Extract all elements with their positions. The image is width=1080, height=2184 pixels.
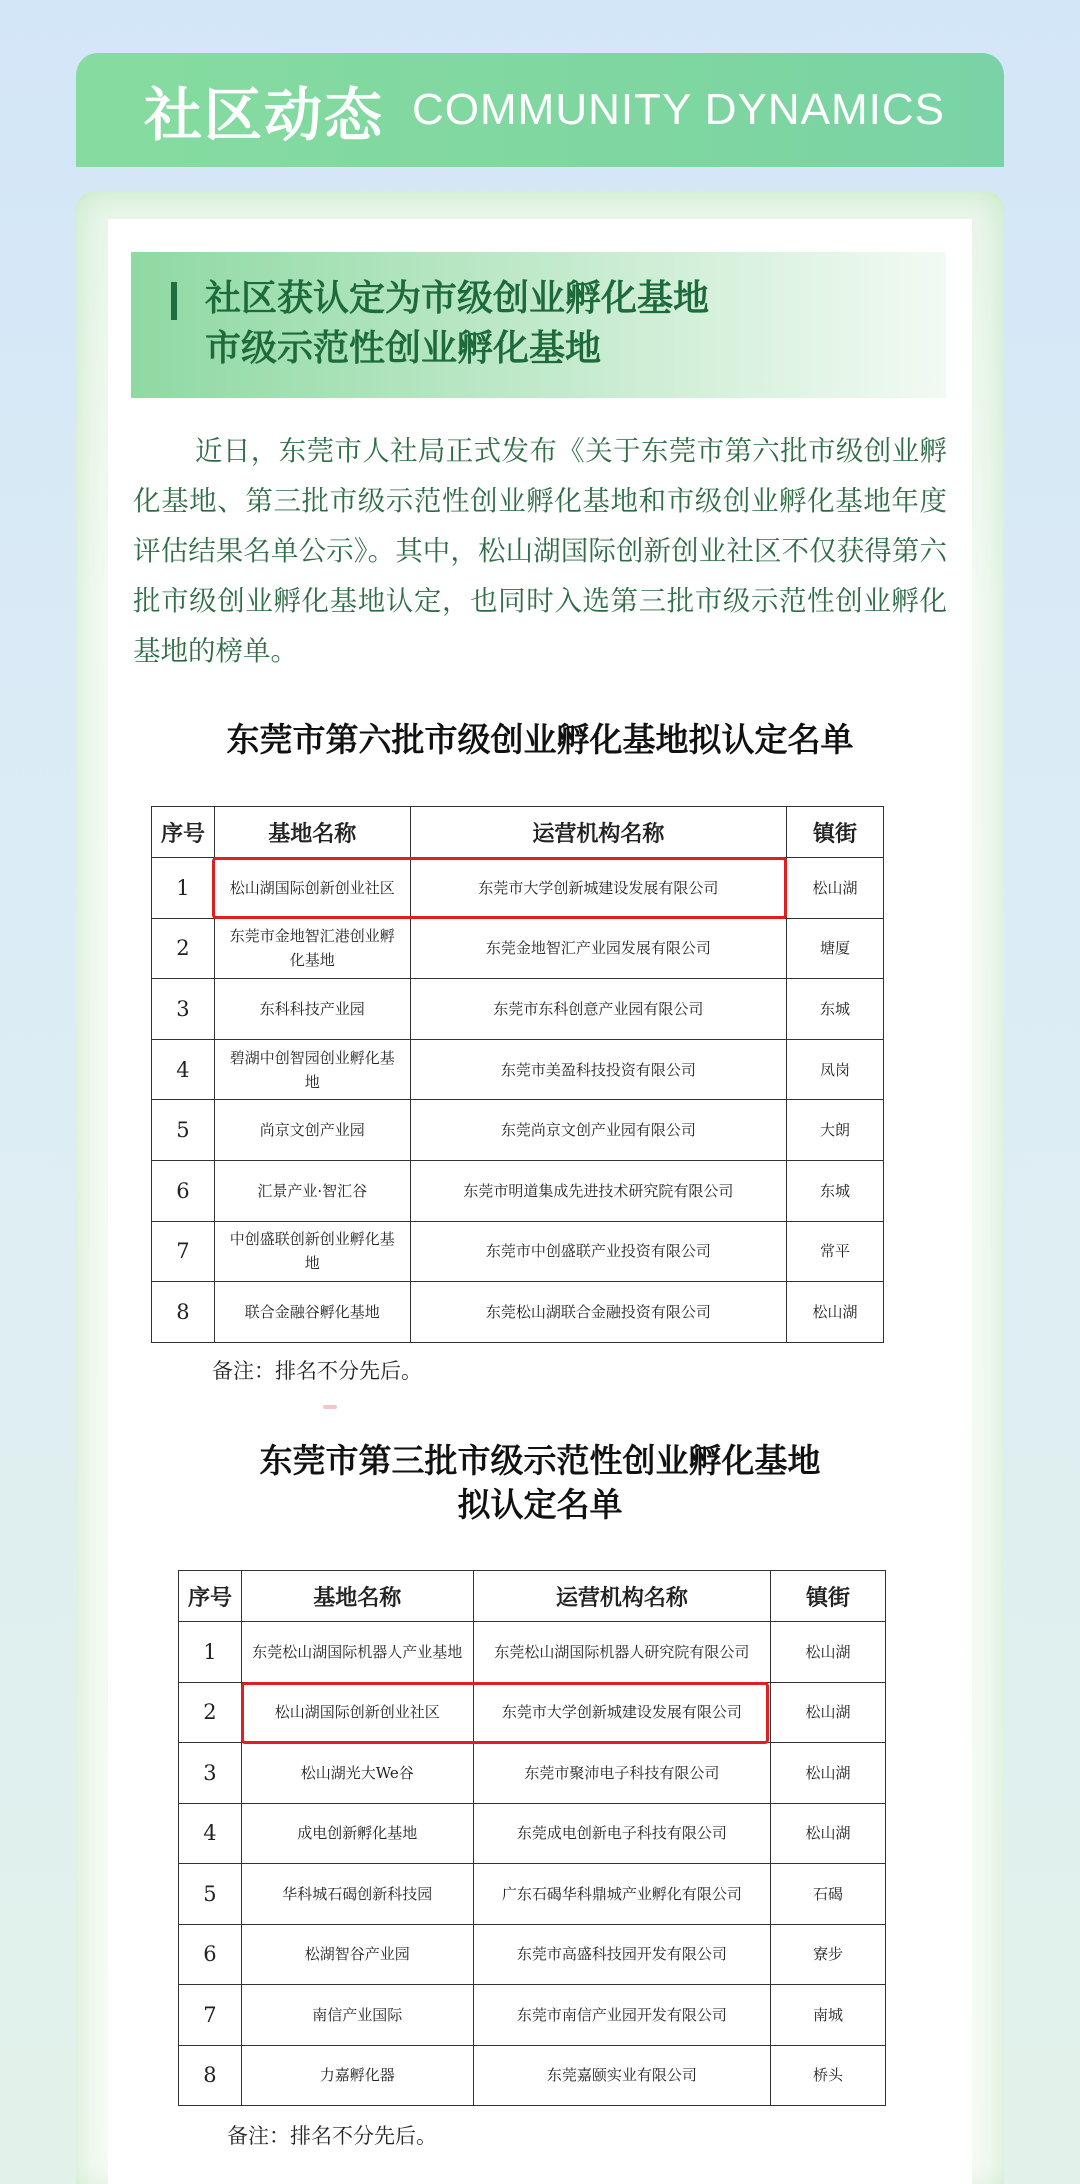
table2-header-operator: 运营机构名称 <box>473 1571 771 1622</box>
table1-operator-cell: 东莞市大学创新城建设发展有限公司 <box>410 858 786 919</box>
table1-base-name-cell: 东莞市金地智汇港创业孵化基地 <box>214 918 410 979</box>
table1-row <box>152 918 884 979</box>
table2-town-cell: 桥头 <box>771 2045 886 2106</box>
table2-row <box>179 1803 886 1864</box>
table1-town-cell: 凤岗 <box>787 1039 884 1100</box>
table2-base-name-cell: 松山湖光大We谷 <box>241 1743 473 1804</box>
table1-base-name-cell: 中创盛联创新创业孵化基地 <box>214 1221 410 1282</box>
table2-num-cell: 3 <box>179 1743 242 1804</box>
table2-operator-cell: 广东石碣华科鼎城产业孵化有限公司 <box>473 1864 771 1925</box>
table1-num-cell: 2 <box>152 918 215 979</box>
table2-row <box>179 1622 886 1683</box>
table2-operator-cell: 东莞成电创新电子科技有限公司 <box>473 1803 771 1864</box>
table1-town-cell: 常平 <box>787 1221 884 1282</box>
table1-base-name-cell: 汇景产业·智汇谷 <box>214 1160 410 1221</box>
table1-header-row <box>152 807 884 858</box>
table2-town-cell: 松山湖 <box>771 1803 886 1864</box>
table2-base-name-cell: 力嘉孵化器 <box>241 2045 473 2106</box>
banner-title-en: COMMUNITY DYNAMICS <box>412 85 945 134</box>
table2-num-cell: 2 <box>179 1682 242 1743</box>
table2-row <box>179 1924 886 1985</box>
table2-operator-cell: 东莞松山湖国际机器人研究院有限公司 <box>473 1622 771 1683</box>
table2-town-cell: 寮步 <box>771 1924 886 1985</box>
table1-row <box>152 1100 884 1161</box>
table1-base-name-cell: 东科科技产业园 <box>214 979 410 1040</box>
article-heading <box>131 252 946 398</box>
table1-row <box>152 1221 884 1282</box>
table2-header-row <box>179 1571 886 1622</box>
table1-title: 东莞市第六批市级创业孵化基地拟认定名单 <box>226 720 854 759</box>
table1-row <box>152 1282 884 1343</box>
table1-base-name-cell: 松山湖国际创新创业社区 <box>214 858 410 919</box>
table1-operator-cell: 东莞松山湖联合金融投资有限公司 <box>410 1282 786 1343</box>
table2-town-cell: 松山湖 <box>771 1743 886 1804</box>
table2-base-name-cell: 东莞松山湖国际机器人产业基地 <box>241 1622 473 1683</box>
table1-header-town: 镇街 <box>787 807 884 858</box>
table1-town-cell: 塘厦 <box>787 918 884 979</box>
table2-town-cell: 松山湖 <box>771 1682 886 1743</box>
table2-town-cell: 石碣 <box>771 1864 886 1925</box>
table2-row <box>179 1743 886 1804</box>
table2-town-cell: 南城 <box>771 1985 886 2046</box>
table1-row <box>152 1160 884 1221</box>
table1-base-name-cell: 碧湖中创智园创业孵化基地 <box>214 1039 410 1100</box>
table2-base-name-cell: 松山湖国际创新创业社区 <box>241 1682 473 1743</box>
table2-title-line-2: 拟认定名单 <box>457 1485 623 1524</box>
table1-operator-cell: 东莞市中创盛联产业投资有限公司 <box>410 1221 786 1282</box>
table1-operator-cell: 东莞金地智汇产业园发展有限公司 <box>410 918 786 979</box>
table1-row <box>152 858 884 919</box>
table2-base-name-cell: 松湖智谷产业园 <box>241 1924 473 1985</box>
table2-header-base: 基地名称 <box>241 1571 473 1622</box>
table2-num-cell: 5 <box>179 1864 242 1925</box>
table1-header-num: 序号 <box>152 807 215 858</box>
table1-num-cell: 6 <box>152 1160 215 1221</box>
decorative-mark <box>323 1405 337 1409</box>
table2-operator-cell: 东莞市高盛科技园开发有限公司 <box>473 1924 771 1985</box>
table1-row <box>152 1039 884 1100</box>
table2-row <box>179 2045 886 2106</box>
table2-operator-cell: 东莞市聚沛电子科技有限公司 <box>473 1743 771 1804</box>
table1-header-operator: 运营机构名称 <box>410 807 786 858</box>
table2-base-name-cell: 成电创新孵化基地 <box>241 1803 473 1864</box>
table1-num-cell: 8 <box>152 1282 215 1343</box>
table1-operator-cell: 东莞市明道集成先进技术研究院有限公司 <box>410 1160 786 1221</box>
table1-base-name-cell: 尚京文创产业园 <box>214 1100 410 1161</box>
table1 <box>151 806 884 1343</box>
table2-operator-cell: 东莞嘉颐实业有限公司 <box>473 2045 771 2106</box>
table2 <box>178 1570 886 2106</box>
table2-operator-cell: 东莞市大学创新城建设发展有限公司 <box>473 1682 771 1743</box>
table2-header-town: 镇街 <box>771 1571 886 1622</box>
table1-town-cell: 松山湖 <box>787 858 884 919</box>
section-banner <box>76 53 1004 167</box>
table1-num-cell: 3 <box>152 979 215 1040</box>
table1-operator-cell: 东莞市东科创意产业园有限公司 <box>410 979 786 1040</box>
table2-base-name-cell: 华科城石碣创新科技园 <box>241 1864 473 1925</box>
table1-town-cell: 东城 <box>787 1160 884 1221</box>
table1-town-cell: 大朗 <box>787 1100 884 1161</box>
table2-header-num: 序号 <box>179 1571 242 1622</box>
heading-line-1: 社区获认定为市级创业孵化基地 <box>205 278 710 319</box>
table2-num-cell: 1 <box>179 1622 242 1683</box>
table2-num-cell: 6 <box>179 1924 242 1985</box>
table1-num-cell: 4 <box>152 1039 215 1100</box>
article-paragraph: 近日，东莞市人社局正式发布《关于东莞市第六批市级创业孵化基地、第三批市级示范性创业孵化基地和市级创业孵化基地年度评估结果名单公示》。其中，松山湖国际创新创业社区不仅获得第六批市级创业孵化基地认定，也同时入选第三批市级示范性创业孵化基地的榜单。 <box>133 435 947 667</box>
table2-num-cell: 7 <box>179 1985 242 2046</box>
table1-num-cell: 1 <box>152 858 215 919</box>
table2-num-cell: 8 <box>179 2045 242 2106</box>
table2-base-name-cell: 南信产业国际 <box>241 1985 473 2046</box>
table1-base-name-cell: 联合金融谷孵化基地 <box>214 1282 410 1343</box>
table1-row <box>152 979 884 1040</box>
table1-operator-cell: 东莞市美盈科技投资有限公司 <box>410 1039 786 1100</box>
heading-accent-bar <box>171 282 177 320</box>
table1-num-cell: 5 <box>152 1100 215 1161</box>
table1-town-cell: 东城 <box>787 979 884 1040</box>
table1-operator-cell: 东莞尚京文创产业园有限公司 <box>410 1100 786 1161</box>
banner-title-cn: 社区动态 <box>144 81 385 149</box>
table1-note: 备注：排名不分先后。 <box>212 1359 422 1383</box>
table2-row <box>179 1985 886 2046</box>
table2-num-cell: 4 <box>179 1803 242 1864</box>
table2-row <box>179 1682 886 1743</box>
table1-header-base: 基地名称 <box>214 807 410 858</box>
table1-town-cell: 松山湖 <box>787 1282 884 1343</box>
table2-operator-cell: 东莞市南信产业园开发有限公司 <box>473 1985 771 2046</box>
table2-town-cell: 松山湖 <box>771 1622 886 1683</box>
table2-note: 备注：排名不分先后。 <box>227 2124 437 2148</box>
heading-line-2: 市级示范性创业孵化基地 <box>205 328 602 369</box>
table2-title-line-1: 东莞市第三批市级示范性创业孵化基地 <box>259 1441 821 1480</box>
table2-row <box>179 1864 886 1925</box>
table1-num-cell: 7 <box>152 1221 215 1282</box>
